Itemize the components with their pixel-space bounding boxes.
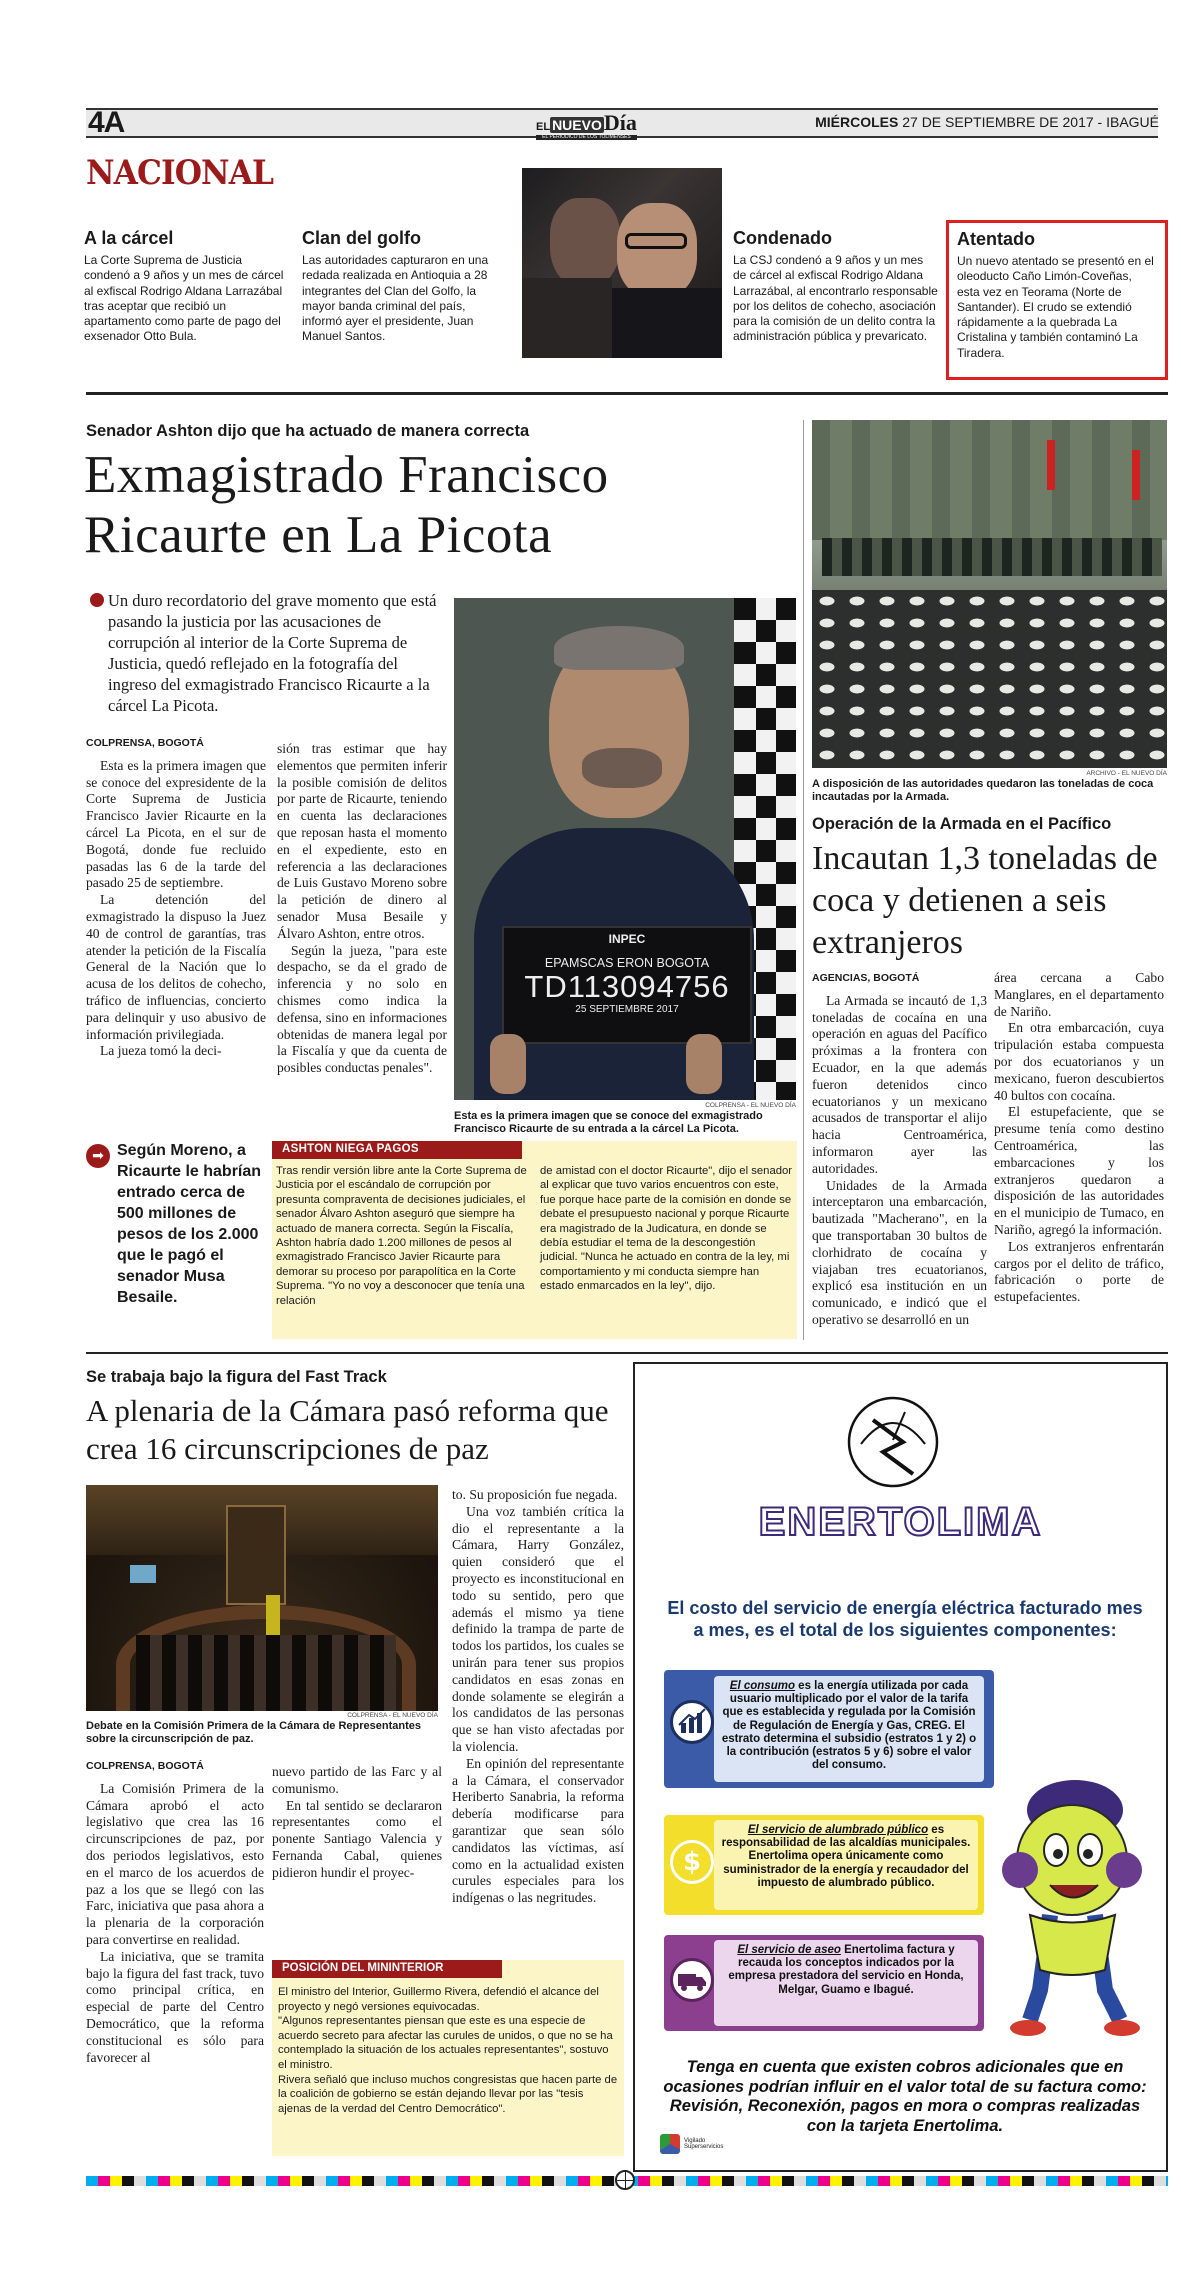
placard: INPEC EPAMSCAS ERON BOGOTA TD113094756 25 SEPTIEMBRE 2017 <box>502 926 752 1044</box>
column-rule <box>803 420 804 1340</box>
plenary-col-2: nuevo partido de las Farc y al comunismo. En tal sentido se declararon representantes como el ponente Santiago Valencia y Fernanda Cabal, quienes pidieron hundir el proyec- <box>272 1764 442 1880</box>
sidebar-col-2: de amistad con el doctor Ricaurte", dijo el senador al explicar que tuvo varios encuentros con este, fue porque hace parte de la comisión en donde se debate el presupuesto nacional y porque Ricaurte era magistrado de la Judicatura, en donde se debía estudiar el tema de la descongestión judicial. "Nunca he actuado en contra de la ley, mi comportamiento y mi conducta siempre han estado enmarcados en la ley", dijo. <box>540 1165 793 1293</box>
page-number: 4A <box>88 106 125 139</box>
ad-intro: El costo del servicio de energía eléctrica facturado mes a mes, es el total de los siguientes componentes: <box>667 1598 1143 1640</box>
arrow-icon: ➡ <box>86 1144 110 1168</box>
plenary-photo <box>86 1485 438 1711</box>
plenary-kicker: Se trabaja bajo la figura del Fast Track <box>86 1368 387 1386</box>
summary-bullet-icon <box>90 593 104 607</box>
mascot-illustration <box>990 1750 1150 2040</box>
plenary-headline: A plenaria de la Cámara pasó reforma que crea 16 circunscripciones de paz <box>86 1393 609 1466</box>
brief-atentado: Atentado Un nuevo atentado se presentó en el oleoducto Caño Limón-Coveñas, esta vez en Teorama (Norte de Santander). El crudo se extendió rápidamente a la quebrada La Cristalina y también contaminó La Tiradera. <box>946 220 1168 380</box>
navy-photo <box>812 420 1167 768</box>
lead-kicker: Senador Ashton dijo que ha actuado de manera correcta <box>86 422 530 440</box>
vigilado-label: Vigilado Superservicios <box>684 2138 724 2150</box>
plenary-col-3: to. Su proposición fue negada. Una voz también crítica la dio el representante a la Cámara, Harry González, quien consideró que el proyecto es inconstitucional en todo su sentido, pero que además el mismo ya tiene definido la trampa de parte de todos los partidos, los cuales se unirán para tener sus propios candidatos en esas zonas en donde solamente se elegirán a los candidatos de las personas que se han visto afectadas por la violencia. En opinión del representante a la Cámara, el conservador Heriberto Sanabria, la reforma debería modificarse para garantizar que sean sólo candidatos las víctimas, así como en la actualidad existen curules especiales para los indígenas o las negritudes. <box>452 1487 624 1906</box>
lead-summary: Un duro recordatorio del grave momento que está pasando la justicia por las acusaciones de corrupción al interior de la Corte Suprema de Justicia, quedó reflejado en la fotografía del ingreso del exmagistrado Francisco Ricaurte a la cárcel La Picota. <box>108 591 437 715</box>
enertolima-brand: ENERTOLIMA <box>758 1500 1043 1544</box>
lead-pull-quote: Según Moreno, a Ricaurte le habrían entrado cerca de 500 millones de pesos de los 2.000 que le pagó el senador Musa Besaile. <box>117 1142 262 1306</box>
truck-icon <box>670 1958 714 2002</box>
brief-photo <box>522 168 722 358</box>
navy-photo-credit: ARCHIVO - EL NUEVO DÍA <box>1086 770 1167 777</box>
lead-photo-credit: COLPRENSA - EL NUEVO DÍA <box>705 1102 796 1109</box>
brief-a-la-carcel: A la cárcel La Corte Suprema de Justicia condenó a 9 años y un mes de cárcel al exfiscal Rodrigo Aldana Larrazábal tras aceptar que recibió un apartamento como parte de pago del exsenador Otto Bula. <box>84 228 284 344</box>
divider <box>86 1352 1168 1354</box>
ad-footer: Tenga en cuenta que existen cobros adicionales que en ocasiones podrían influir en el valor total de su factura como: Revisión, Reconexión, pagos en mora o compras realizadas con la tarjeta Enertolima. <box>663 2058 1147 2135</box>
registration-mark-icon <box>615 2170 635 2190</box>
lead-headline: Exmagistrado Francisco Ricaurte en La Picota <box>84 446 609 564</box>
brief-clan-del-golfo: Clan del golfo Las autoridades capturaron en una redada realizada en Antioquia a 28 integrantes del Clan del Golfo, la mayor banda criminal del país, informó ayer el presidente, Juan Manuel Santos. <box>302 228 489 344</box>
chart-icon <box>670 1700 714 1744</box>
enertolima-logo-icon <box>843 1392 943 1492</box>
lead-col-2: sión tras estimar que hay elementos que permiten inferir la posible comisión de delitos por parte de Ricaurte, teniendo en cuenta las declaraciones que reposan hasta el momento en el expediente, esto en referencia a las declaraciones de Luis Gustavo Moreno sobre la petición de dinero al senador Musa Besaile y Álvaro Ashton, entre otros. Según la jueza, "para este despacho, se da el grado de inferencia y no solo en chismes como indica la defensa, sino en informaciones obtenidas de manera legal por la Fiscalía y que da cuenta de posibles conductas penales". <box>277 741 447 1076</box>
section-title: NACIONAL <box>86 153 274 193</box>
navy-photo-caption: A disposición de las autoridades quedaron las toneladas de coca incautadas por la Armada. <box>812 778 1154 803</box>
lead-photo <box>454 598 796 1100</box>
brand-logo: EL NUEVODía EL PERIÓDICO DE LOS TOLIMENSES <box>536 110 637 140</box>
plenary-photo-caption: Debate en la Comisión Primera de la Cámara de Representantes sobre la circunscripción de paz. <box>86 1720 422 1745</box>
lead-col-1: COLPRENSA, BOGOTÁ Esta es la primera imagen que se conoce del expresidente de la Corte Suprema de Justicia Francisco Javier Ricaurte en la cárcel La Picota, en el sur de Bogotá, donde fue recluido pasadas las 6 de la tarde del pasado 25 de septiembre. La detención del exmagistrado la dispuso la Juez 40 de control de garantías, tras atender la petición de la Fiscalía General de la Nación que lo acusa de los delitos de cohecho, tráfico de influencias, concierto para delinquir y uso abusivo de información privilegiada. La jueza tomó la deci- <box>86 737 266 1059</box>
vigilado-logo-icon <box>660 2134 680 2154</box>
divider <box>86 392 1168 395</box>
navy-col-1: AGENCIAS, BOGOTÁ La Armada se incautó de 1,3 toneladas de cocaína en una operación en aguas del Pacífico próximas a la frontera con Ecuador, en la que además fueron detenidos cinco ecuatorianos y un mexicano acusados de transportar el alijo hacia Centroamérica, informaron ayer las autoridades. Unidades de la Armada interceptaron una embarcación, bautizada "Macherano", en la que transportaban 30 bultos de clorhidrato de cocaína y viajaban tres ecuatorianos, explicó esa institución en un comunicado, e indicó que el operativo se desarrolló en un <box>812 972 987 1327</box>
sidebar-col-1: Tras rendir versión libre ante la Corte Suprema de Justicia por el escándalo de corrupción por presunta compraventa de decisiones judiciales, el senador Álvaro Ashton aseguró que siempre ha actuado de manera correcta. Según la Fiscalía, Ashton habría dado 1.200 millones de pesos al exmagistrado Francisco Javier Ricaurte para demorar su proceso por parapolítica en la Corte Suprema. "Yo no voy a desconocer que tenía una relación <box>276 1165 527 1307</box>
brief-condenado: Condenado La CSJ condenó a 9 años y un mes de cárcel al exfiscal Rodrigo Aldana Larrazábal, al encontrarlo responsable por los delitos de cohecho, asociación para la comisión de un delito contra la administración pública y prevaricato. <box>733 228 938 344</box>
issue-date: MIÉRCOLES 27 DE SEPTIEMBRE DE 2017 - IBAGUÉ <box>815 114 1159 130</box>
plenary-photo-credit: COLPRENSA - EL NUEVO DÍA <box>347 1712 438 1719</box>
sidebar-title: ASHTON NIEGA PAGOS <box>272 1141 522 1159</box>
dollar-icon: $ <box>670 1840 714 1884</box>
lead-photo-caption: Esta es la primera imagen que se conoce del exmagistrado Francisco Ricaurte de su entrada a la cárcel La Picota. <box>454 1110 763 1135</box>
navy-kicker: Operación de la Armada en el Pacífico <box>812 815 1112 833</box>
navy-headline: Incautan 1,3 toneladas de coca y detienen a seis extranjeros <box>812 840 1158 961</box>
navy-col-2: área cercana a Cabo Manglares, en el departamento de Nariño. En otra embarcación, cuya tripulación estaba compuesta por dos ecuatorianos y un mexicano, fueron descubiertos 40 bultos con cocaína. El estupefaciente, que se presume tenía como destino Centroamérica, las embarcaciones y los extranjeros quedaron a disposición de las autoridades en el municipio de Tumaco, en Nariño, agregó la información. Los extranjeros enfrentarán cargos por el delito de tráfico, fabricación o porte de estupefacientes. <box>994 970 1164 1305</box>
plenary-sidebar-text: El ministro del Interior, Guillermo Rivera, defendió el alcance del proyecto y negó versiones equivocadas. "Algunos representantes piensan que este es una especie de acuerdo secreto para afectar las curules de unidos, o que no se ha contemplado la situación de los actuales representantes", sostuvo el ministro. Rivera señaló que incluso muchos congresistas que hacen parte de la coalición de gobierno se están dejando llevar por las "tesis ajenas de la verdad del Centro Democrático". <box>278 1986 618 2115</box>
plenary-sidebar-title: POSICIÓN DEL MININTERIOR <box>272 1960 502 1978</box>
plenary-col-1: COLPRENSA, BOGOTÁ La Comisión Primera de la Cámara aprobó el acto legislativo que crea las 16 circunscripciones de paz, por dos periodos legislativos, esto en el marco de los acuerdos de paz a los que se llegó con las Farc, iniciativa que pasa ahora a la plenaria de la corporación para convertirse en realidad. La iniciativa, que se tramita bajo la figura del fast track, tuvo como principal crítica, en especial de parte del Centro Democrático, que la reforma constitucional es sólo para favorecer al <box>86 1760 264 2065</box>
